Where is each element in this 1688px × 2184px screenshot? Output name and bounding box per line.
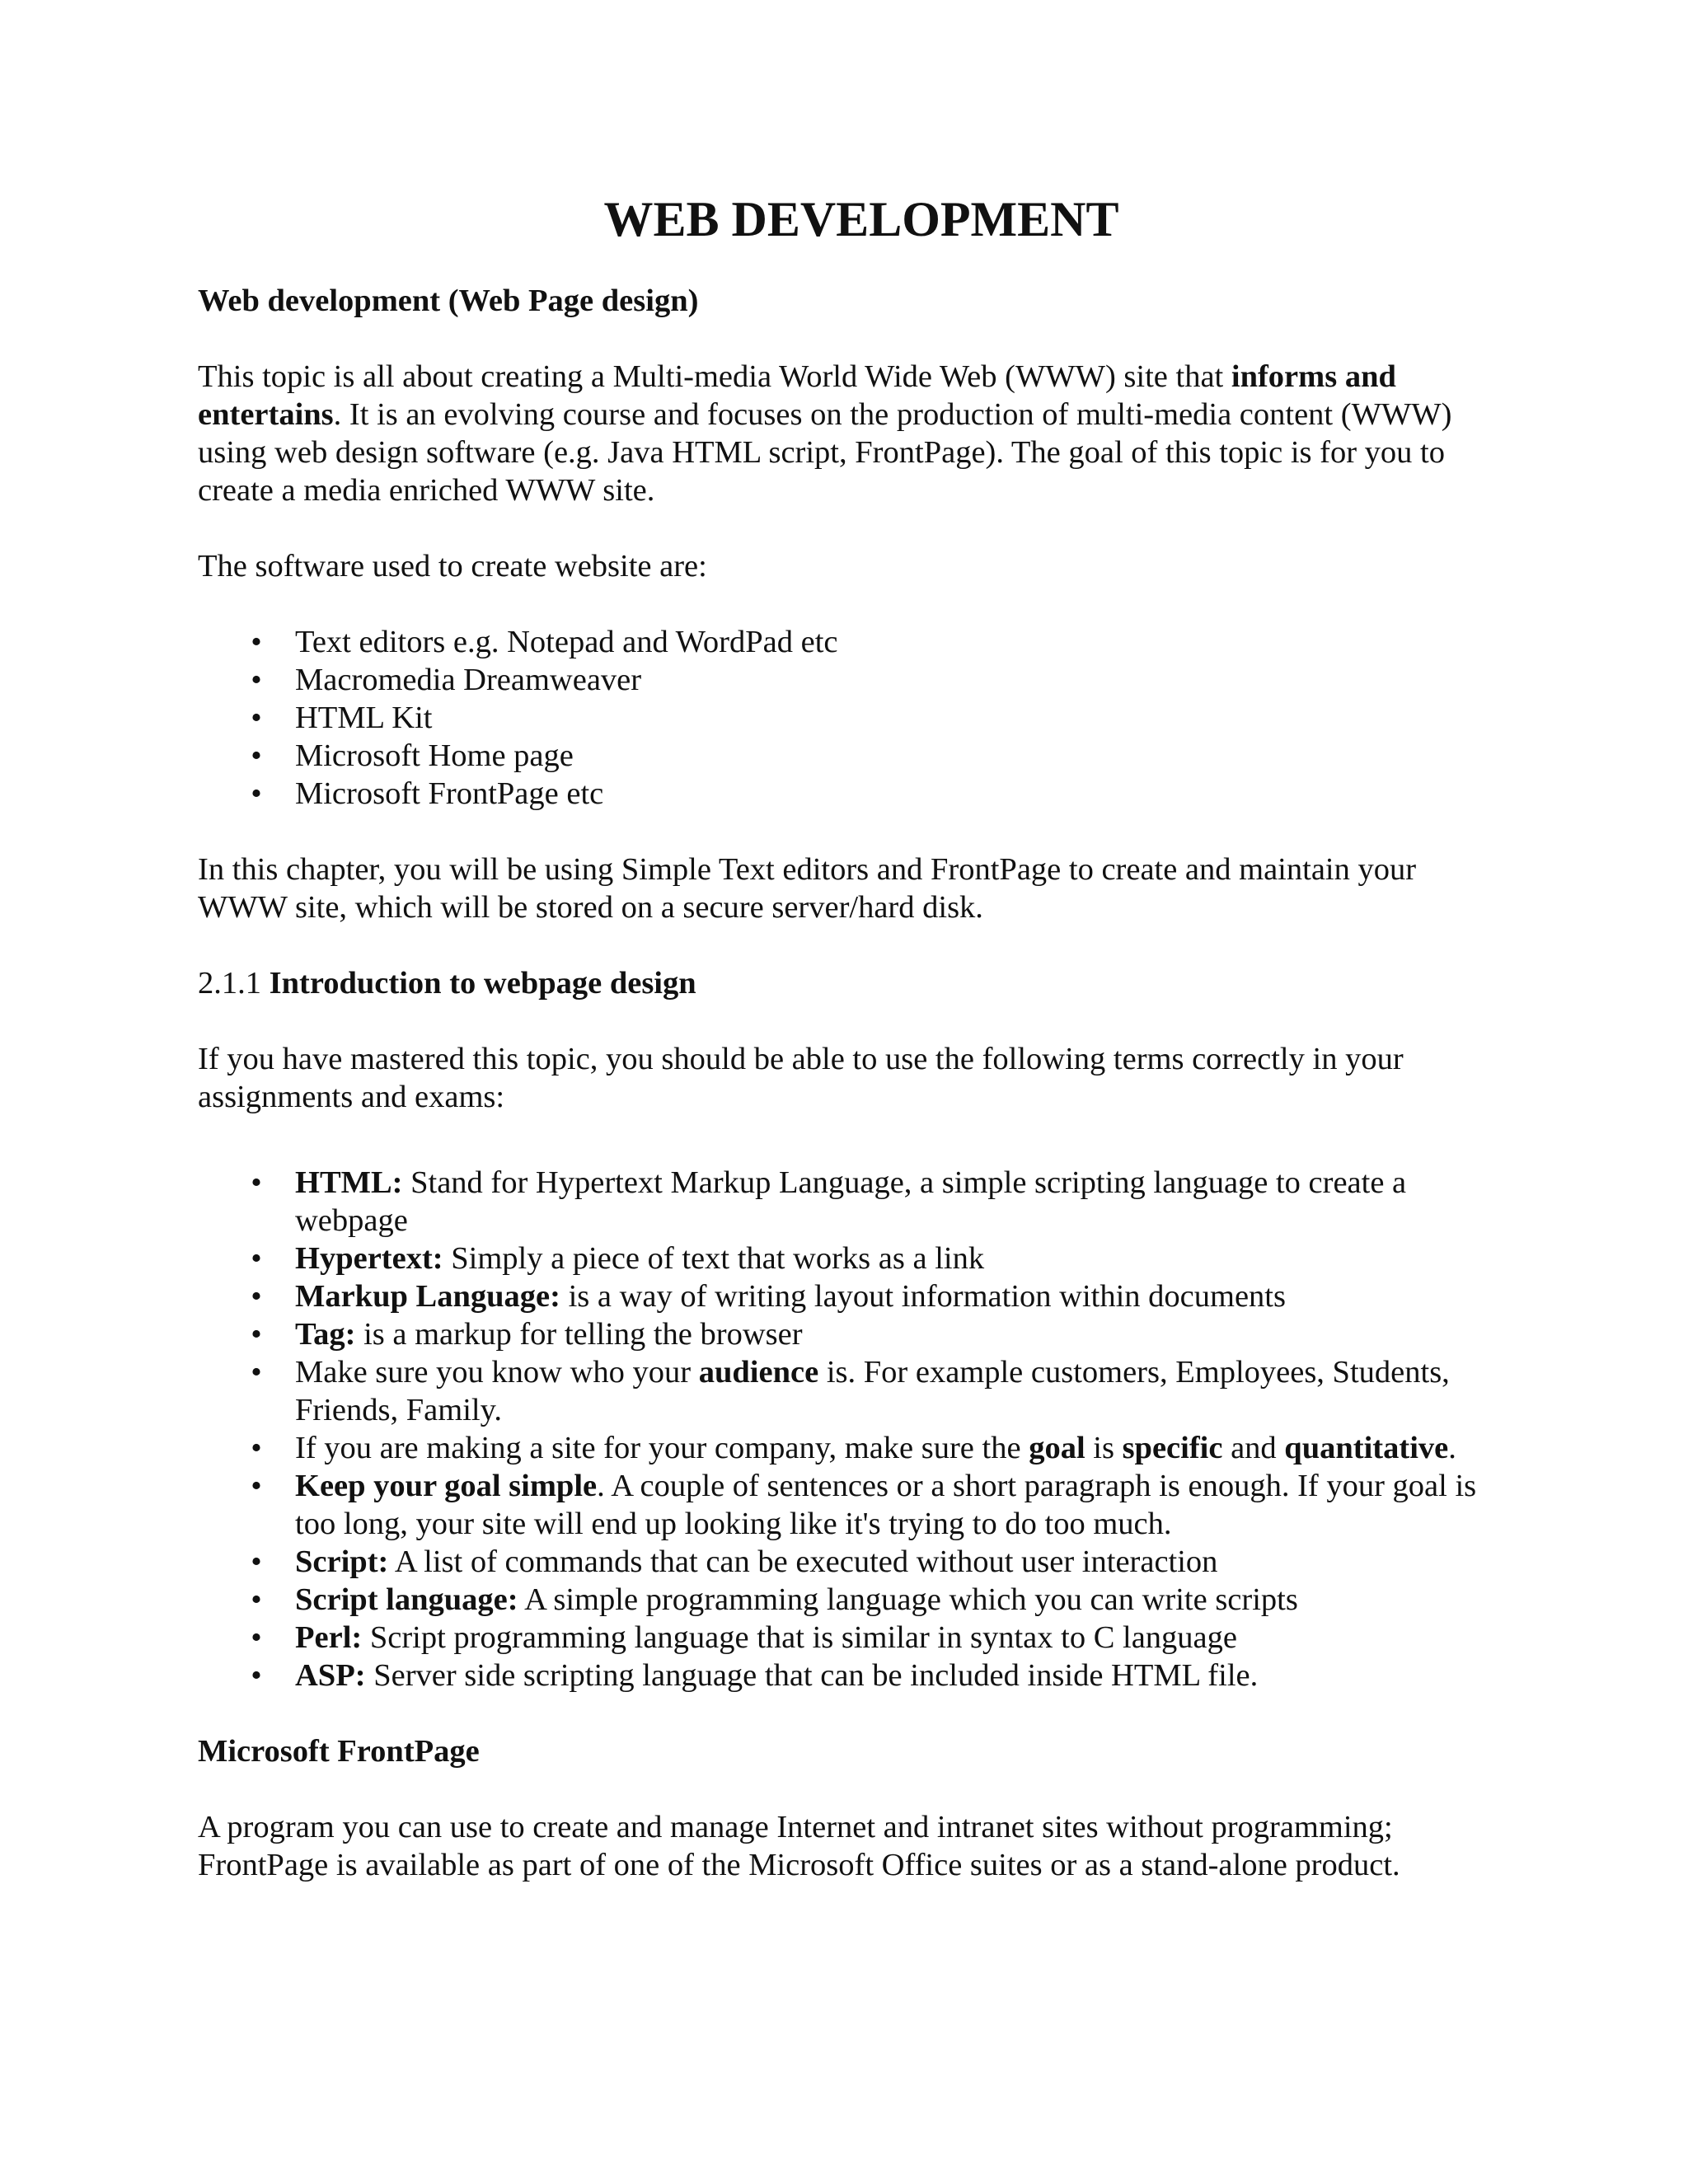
page-title: WEB DEVELOPMENT [603, 192, 1119, 246]
item-text: . A couple of sentences or a short paragraph is enough. If your goal is too long, your site will end up looking like it's trying to do too much. [295, 1469, 1477, 1541]
list-item [198, 1429, 1484, 1467]
term-definition: Script programming language that is similar in syntax to C language [362, 1620, 1237, 1655]
term-definition: Stand for Hypertext Markup Language, a simple scripting language to create a webpage [295, 1165, 1407, 1238]
bullet-icon: • [251, 1165, 262, 1200]
list-item-text: Microsoft Home page [295, 738, 574, 773]
list-item [198, 1315, 1484, 1353]
list-item [198, 775, 1484, 813]
term-definition: Simply a piece of text that works as a link [443, 1241, 985, 1276]
bullet-icon: • [251, 1582, 262, 1617]
item-text: is. For example customers, Employees, Students, Friends, Family. [295, 1355, 1450, 1427]
item-text: is [1085, 1431, 1123, 1465]
bullet-icon: • [251, 663, 262, 697]
bullet-icon: • [251, 1279, 262, 1314]
terms-intro: If you have mastered this topic, you should be able to use the following terms correctly in your assignments and exams: [198, 1042, 1404, 1114]
term-label: Script: [295, 1544, 389, 1579]
bullet-icon: • [251, 1317, 262, 1352]
item-text: and [1222, 1431, 1285, 1465]
frontpage-heading: Microsoft FrontPage [198, 1734, 480, 1769]
list-item [198, 1240, 1484, 1277]
list-item [198, 1581, 1484, 1619]
item-text: . [1448, 1431, 1456, 1465]
bullet-icon: • [251, 738, 262, 773]
term-definition: is a way of writing layout information within documents [560, 1279, 1286, 1314]
section-title: Introduction to webpage design [269, 966, 696, 1001]
list-item [198, 737, 1484, 775]
item-bold: specific [1122, 1431, 1223, 1465]
bullet-icon: • [251, 1620, 262, 1655]
bullet-icon: • [251, 1355, 262, 1390]
software-list [198, 623, 1484, 813]
section-number: 2.1.1 [198, 966, 270, 1001]
bullet-icon: • [251, 1658, 262, 1693]
item-text: If you are making a site for your company, make sure the [295, 1431, 1029, 1465]
list-item [198, 1619, 1484, 1657]
term-definition: Server side scripting language that can be included inside HTML file. [365, 1658, 1259, 1693]
list-item [198, 1353, 1484, 1429]
document-body [198, 190, 1484, 1884]
software-heading: The software used to create website are: [198, 549, 707, 583]
list-item [198, 623, 1484, 661]
term-definition: is a markup for telling the browser [355, 1317, 803, 1352]
bullet-icon: • [251, 701, 262, 735]
list-item [198, 1164, 1484, 1240]
item-bold: audience [698, 1355, 819, 1390]
bullet-icon: • [251, 625, 262, 659]
term-definition: A simple programming language which you can write scripts [518, 1582, 1298, 1617]
item-bold: quantitative [1284, 1431, 1449, 1465]
term-label: HTML: [295, 1165, 403, 1200]
item-bold: Keep your goal simple [295, 1469, 598, 1503]
list-item [198, 1277, 1484, 1315]
list-item [198, 1543, 1484, 1581]
item-text: Make sure you know who your [295, 1355, 699, 1390]
list-item-text: Macromedia Dreamweaver [295, 663, 642, 697]
list-item [198, 1467, 1484, 1543]
intro-paragraph [198, 358, 1484, 509]
list-item-text: Microsoft FrontPage etc [295, 776, 604, 811]
bullet-icon: • [251, 1431, 262, 1465]
term-label: Markup Language: [295, 1279, 560, 1314]
term-definition: A list of commands that can be executed without user interaction [388, 1544, 1218, 1579]
item-bold: goal [1029, 1431, 1085, 1465]
list-item [198, 699, 1484, 737]
list-item [198, 661, 1484, 699]
frontpage-text: A program you can use to create and manage Internet and intranet sites without programming; FrontPage is available as part of one of the Microsoft Office suites or as a stand-alone product. [198, 1810, 1400, 1882]
list-item [198, 1657, 1484, 1694]
bullet-icon: • [251, 1544, 262, 1579]
section-heading [198, 964, 1484, 1002]
list-item-text: HTML Kit [295, 701, 433, 735]
list-item-text: Text editors e.g. Notepad and WordPad etc [295, 625, 838, 659]
intro-text-2: . It is an evolving course and focuses on the production of multi-media content (WWW) using web design software (e.g. Java HTML script, FrontPage). The goal of this topic is for you to create a media enriched WWW site. [198, 397, 1452, 508]
term-label: Hypertext: [295, 1241, 443, 1276]
term-label: Perl: [295, 1620, 363, 1655]
bullet-icon: • [251, 1241, 262, 1276]
intro-bold: informs and entertains [198, 359, 1396, 432]
intro-text-1: This topic is all about creating a Multi-media World Wide Web (WWW) site that [198, 359, 1231, 394]
bullet-icon: • [251, 1469, 262, 1503]
term-label: Tag: [295, 1317, 356, 1352]
term-label: Script language: [295, 1582, 518, 1617]
term-label: ASP: [295, 1658, 366, 1693]
chapter-note: In this chapter, you will be using Simple Text editors and FrontPage to create and maintain your WWW site, which will be stored on a secure server/hard disk. [198, 852, 1417, 925]
bullet-icon: • [251, 776, 262, 811]
terms-list [198, 1164, 1484, 1694]
subtitle: Web development (Web Page design) [198, 284, 699, 318]
